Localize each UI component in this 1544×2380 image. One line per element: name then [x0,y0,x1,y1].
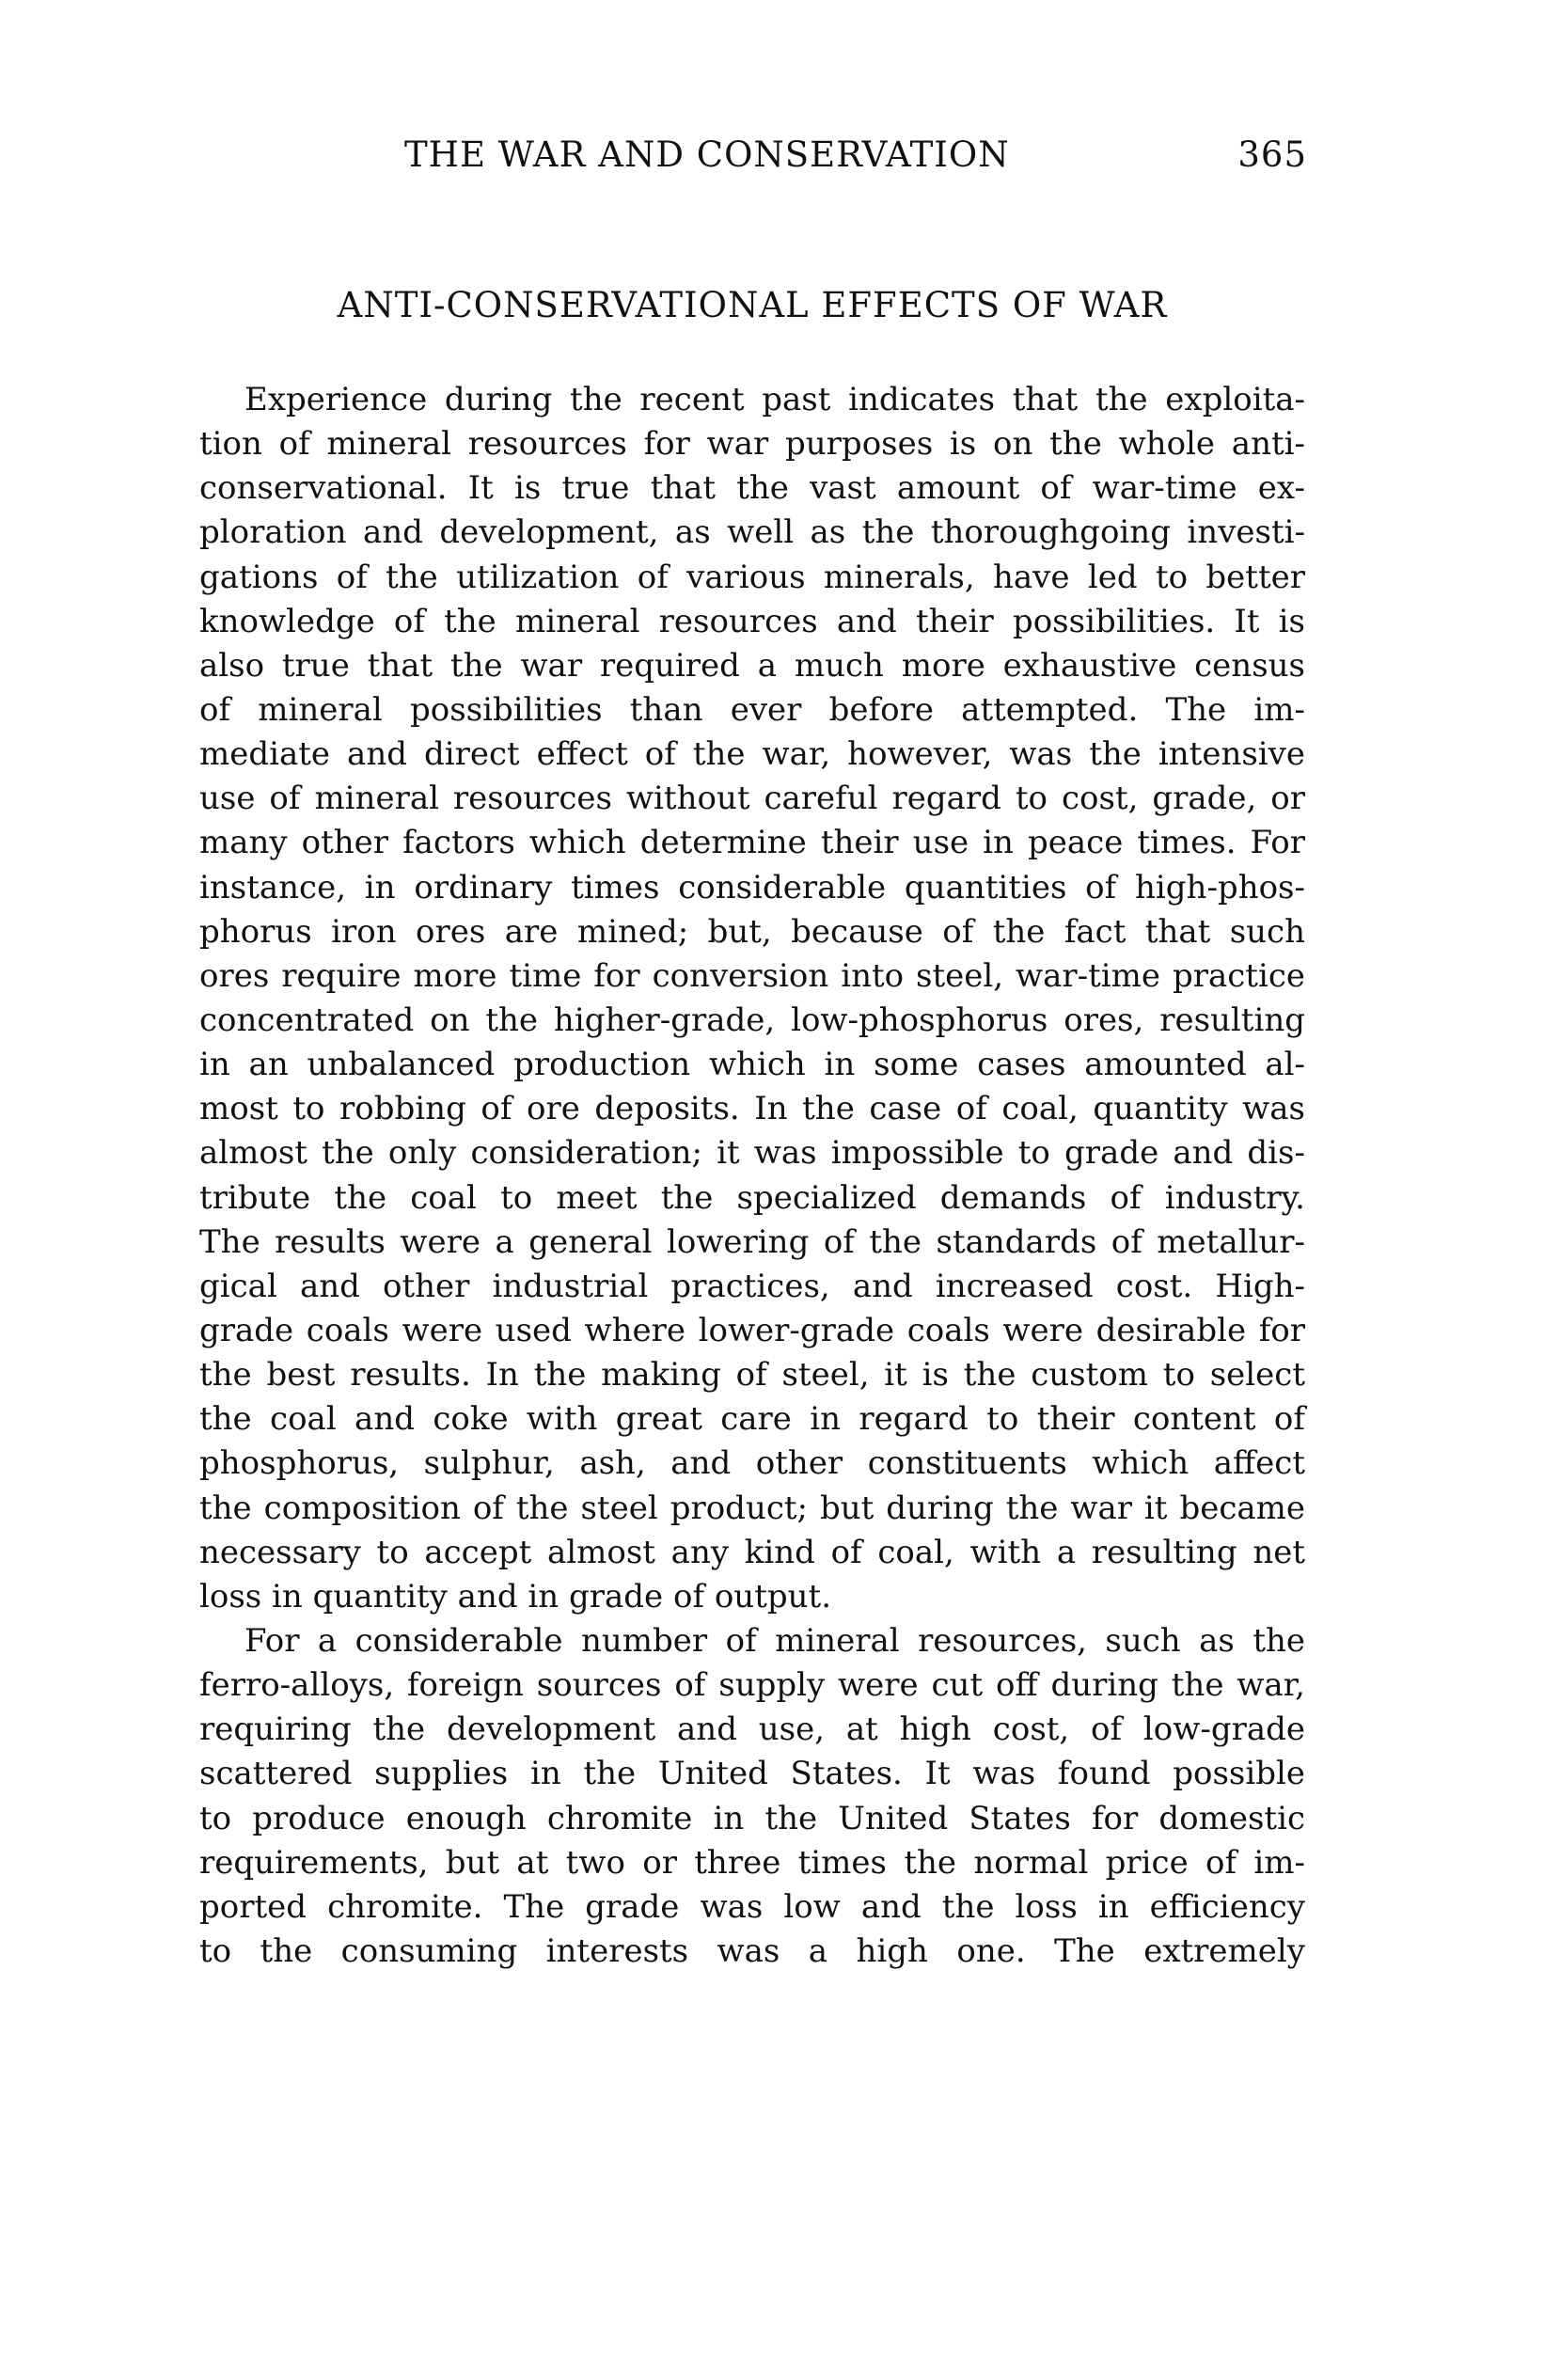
text-line: concentrated on the higher-grade, low-phosphorus ores, resulting [199,1001,1305,1039]
page-number: 365 [1237,134,1307,175]
text-line: requirements, but at two or three times the normal price of im- [199,1843,1305,1882]
text-line: loss in quantity and in grade of output. [199,1577,831,1616]
text-line: The results were a general lowering of the standards of metallur- [199,1222,1305,1261]
text-line: Experience during the recent past indicates that the exploita- [244,381,1305,418]
text-line: use of mineral resources without careful regard to cost, grade, or [199,780,1305,818]
running-head [404,132,1307,179]
text-line: gations of the utilization of various minerals, have led to better [199,558,1305,596]
section-heading: ANTI-CONSERVATIONAL EFFECTS OF WAR [337,285,1168,325]
text-line: grade coals were used where lower-grade coals were desirable for [199,1311,1305,1349]
text-line: phorus iron ores are mined; but, because of the fact that such [199,912,1305,951]
text-line: gical and other industrial practices, and increased cost. High- [199,1267,1305,1305]
text-line: the best results. In the making of steel, it is the custom to select [199,1356,1305,1395]
text-line: instance, in ordinary times considerable quantities of high-phos- [199,868,1305,906]
text-line: to the consuming interests was a high one. The extremely [199,1931,1305,1970]
text-line: ploration and development, as well as the thoroughgoing investi- [199,513,1305,552]
paragraph [199,1619,1305,1974]
text-line: tribute the coal to meet the specialized demands of industry. [199,1178,1305,1217]
text-line: the coal and coke with great care in regard to their content of [199,1400,1305,1439]
text-line: phosphorus, sulphur, ash, and other constituents which affect [199,1444,1305,1483]
text-line: in an unbalanced production which in some cases amounted al- [199,1046,1305,1084]
text-line: ores require more time for conversion into steel, war-time practice [199,956,1305,995]
text-line: ferro-alloys, foreign sources of supply were cut off during the war, [199,1666,1305,1705]
running-title: THE WAR AND CONSERVATION [404,134,1010,175]
text-line: to produce enough chromite in the United States for domestic [199,1799,1305,1837]
paragraph [199,378,1305,1619]
text-line: For a considerable number of mineral resources, such as the [244,1621,1305,1660]
text-line: the composition of the steel product; but during the war it became [199,1489,1305,1527]
text-line: many other factors which determine their use in peace times. For [199,824,1305,862]
text-line: also true that the war required a much more exhaustive census [199,646,1305,685]
text-line: mediate and direct effect of the war, however, was the intensive [199,735,1305,774]
text-line: knowledge of the mineral resources and their possibilities. It is [199,602,1305,640]
text-line: conservational. It is true that the vast amount of war-time ex- [199,469,1305,508]
text-line: scattered supplies in the United States. It was found possible [199,1755,1305,1793]
text-line: necessary to accept almost any kind of coal, with a resulting net [199,1533,1305,1571]
text-line: most to robbing of ore deposits. In the case of coal, quantity was [199,1090,1305,1128]
text-line: of mineral possibilities than ever before attempted. The im- [199,690,1305,729]
text-line: almost the only consideration; it was impossible to grade and dis- [199,1134,1305,1173]
text-line: tion of mineral resources for war purposes is on the whole anti- [199,425,1305,464]
text-line: ported chromite. The grade was low and the loss in efficiency [199,1887,1305,1926]
body-text [199,378,1305,1974]
text-line: requiring the development and use, at high cost, of low-grade [199,1710,1305,1749]
